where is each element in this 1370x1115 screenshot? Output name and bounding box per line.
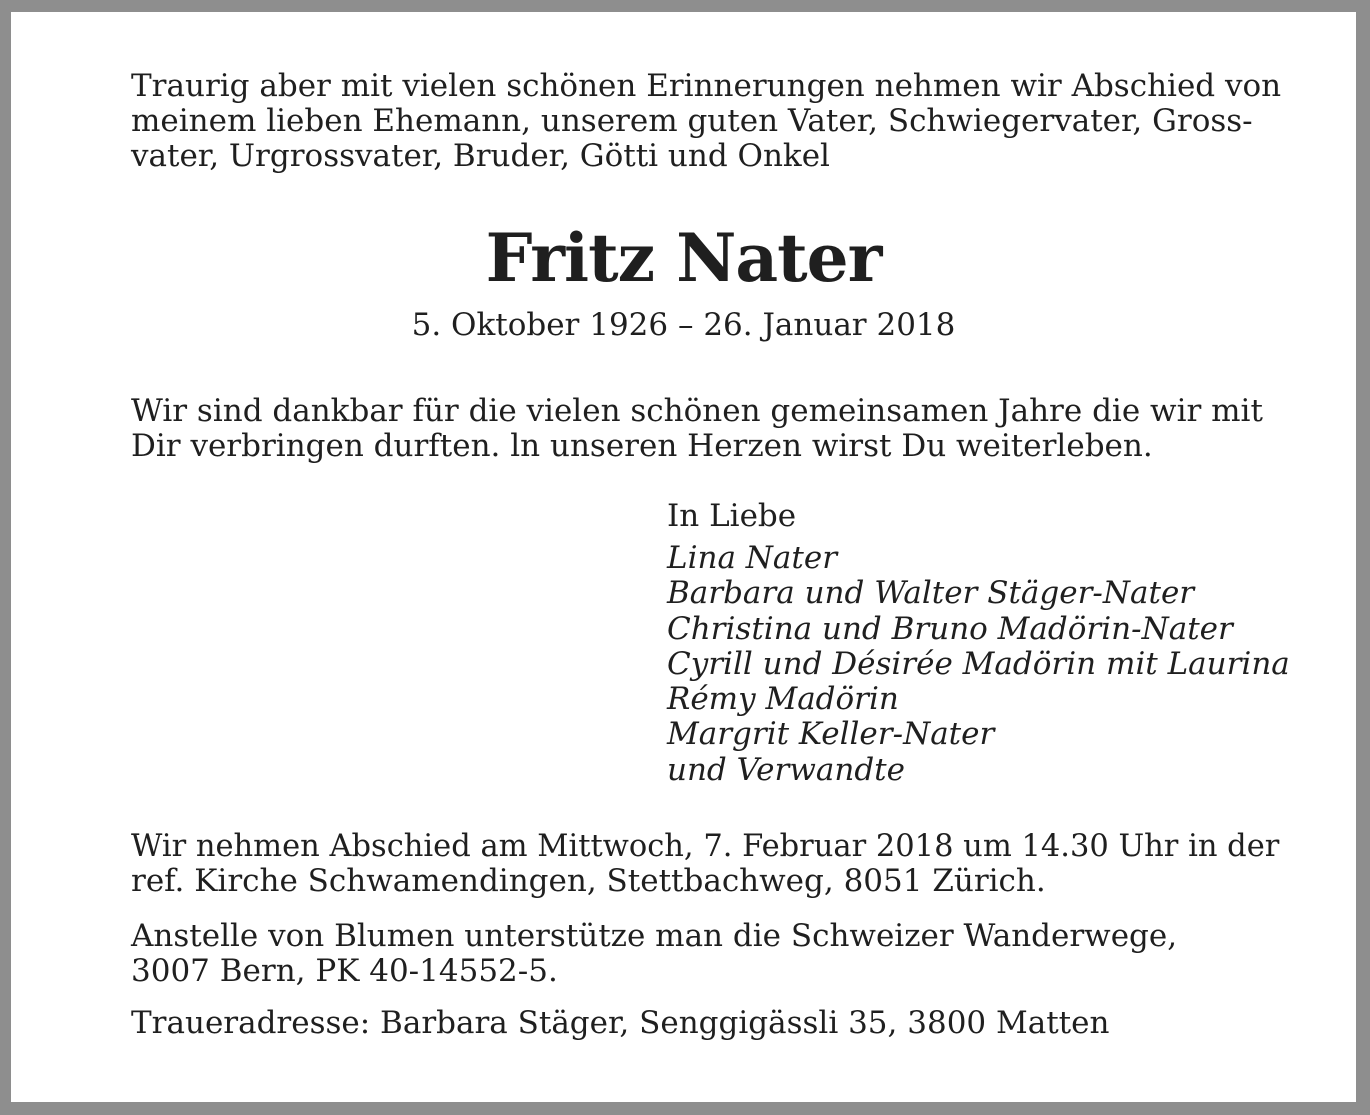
life-dates: 5. Oktober 1926 – 26. Januar 2018 [411, 307, 956, 343]
gratitude-line: Wir sind dankbar für die vielen schönen gemeinsamen Jahre die wir mit [131, 393, 1263, 429]
donation-line: 3007 Bern, PK 40-14552-5. [131, 953, 558, 989]
family-member: Barbara und Walter Stäger-Nater [667, 575, 1195, 612]
family-member: Rémy Madörin [667, 681, 899, 718]
family-member: Cyrill und Désirée Madörin mit Laurina [667, 645, 1290, 682]
gratitude-paragraph [131, 394, 1287, 464]
service-paragraph [131, 829, 1287, 899]
family-member: Margrit Keller-Nater [667, 716, 995, 753]
intro-paragraph [131, 69, 1287, 174]
donation-paragraph [131, 919, 1287, 989]
family-list [667, 541, 1290, 788]
mourning-address: Traueradresse: Barbara Stäger, Senggigässli 35, 3800 Matten [131, 1005, 1110, 1041]
signoff: In Liebe [667, 498, 797, 534]
gratitude-line: Dir verbringen durften. ln unseren Herzen wirst Du weiterleben. [131, 428, 1153, 464]
service-line: Wir nehmen Abschied am Mittwoch, 7. Februar 2018 um 14.30 Uhr in der [131, 829, 1280, 864]
service-line: ref. Kirche Schwamendingen, Stettbachweg, 8051 Zürich. [131, 863, 1046, 899]
family-member: Christina und Bruno Madörin-Nater [667, 610, 1233, 647]
intro-line: meinem lieben Ehemann, unserem guten Vater, Schwiegervater, Gross- [131, 103, 1253, 139]
obituary-notice [11, 12, 1356, 1102]
donation-line: Anstelle von Blumen unterstütze man die Schweizer Wanderwege, [131, 918, 1178, 954]
family-member: Lina Nater [667, 540, 838, 576]
deceased-name: Fritz Nater [485, 219, 882, 297]
intro-line: vater, Urgrossvater, Bruder, Götti und Onkel [131, 138, 830, 174]
family-member: und Verwandte [667, 751, 905, 788]
intro-line: Traurig aber mit vielen schönen Erinnerungen nehmen wir Abschied von [131, 68, 1282, 104]
